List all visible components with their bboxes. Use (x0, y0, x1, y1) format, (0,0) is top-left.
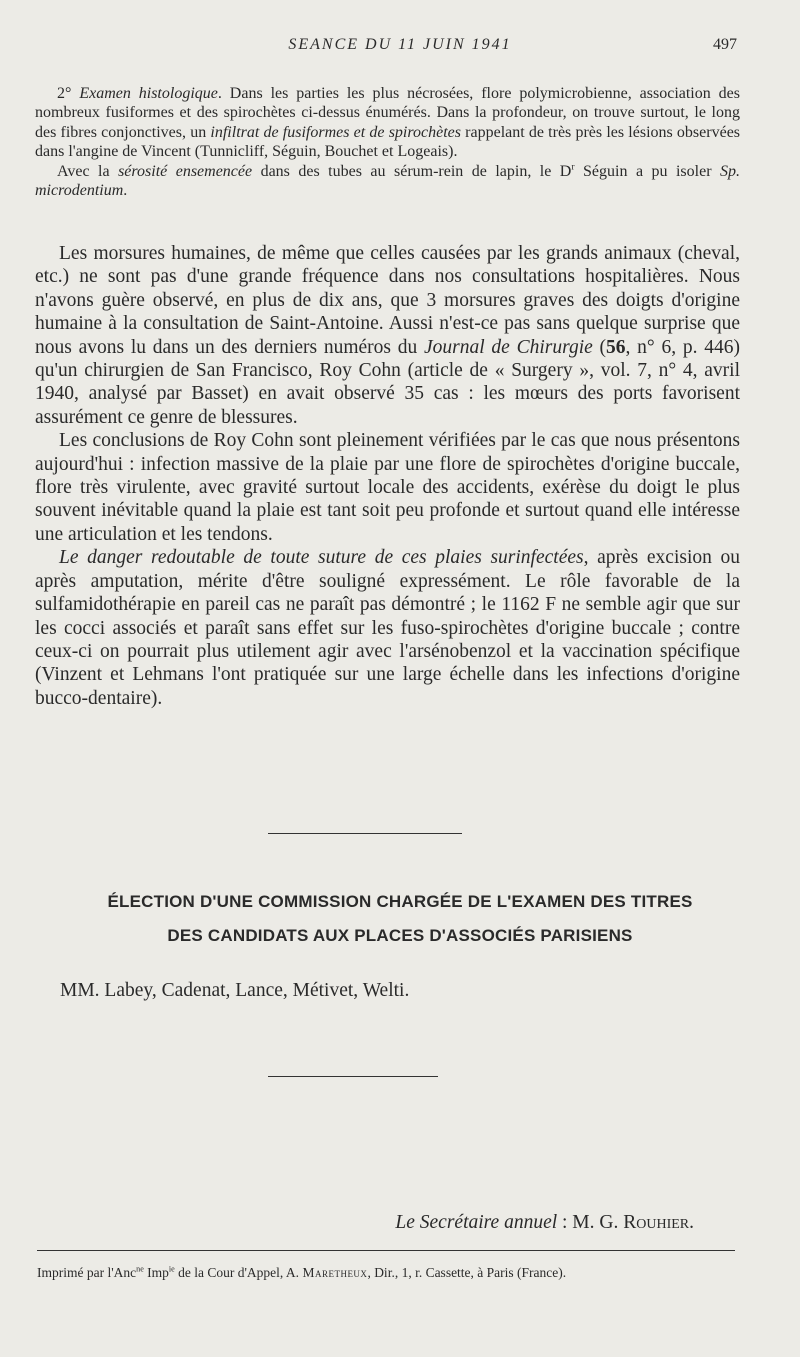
secretary-signature: Le Secrétaire annuel : M. G. Rouhier. (395, 1212, 694, 1233)
running-title: SEANCE DU 11 JUIN 1941 (288, 36, 512, 53)
footer-rule (37, 1250, 735, 1251)
histology-paragraph: 2° Examen histologique. Dans les parties les plus nécrosées, flore polymicrobienne, association des nombreux fusiformes et des spirochètes ci-dessus énumérés. Dans la profondeur, on trouve surtout, le long des fibres conjonctives, un infiltrat de fusiformes et de spirochètes rappelant de très près les lésions observées dans l'angine de Vincent (Tunnicliff, Séguin, Bouchet et Logeais). (35, 85, 741, 161)
main-text (35, 242, 740, 710)
commission-members: MM. Labey, Cadenat, Lance, Métivet, Welti. (60, 980, 410, 1001)
body-paragraph-2: Les conclusions de Roy Cohn sont pleinement vérifiées par le cas que nous présentons aujourd'hui : infection massive de la plaie par une flore de spirochètes d'origine buccale, flore très virulente, avec gravité surtout locale des accidents, exérèse du doigt le plus souvent inévitable quand la plaie est tant soit peu profonde et surtout quand elle intéresse une articulation et les tendons. (35, 430, 740, 545)
body-paragraph-1: Les morsures humaines, de même que celles causées par les grands animaux (cheval, etc.) ne sont pas d'une grande fréquence dans nos consultations hospitalières. Nous n'avons guère observé, en plus de dix ans, que 3 morsures graves des doigts d'origine humaine à la consultation de Saint-Antoine. Aussi n'est-ce pas sans quelque surprise que nous avons lu dans un des derniers numéros du Journal de Chirurgie (56, n° 6, p. 446) qu'un chirurgien de San Francisco, Roy Cohn (article de « Surgery », vol. 7, n° 4, avril 1940, analysé par Basset) en avait observé 35 cas : les mœurs des ports favorisent assurément ce genre de blessures. (35, 243, 740, 428)
running-header (0, 36, 800, 60)
page-number: 497 (713, 36, 737, 53)
histology-section (35, 84, 740, 200)
section-divider (268, 833, 462, 834)
histology-heading: Examen histologique (79, 85, 218, 102)
body-paragraph-3: Le danger redoutable de toute suture de ces plaies surinfectées, après excision ou après amputation, mérite d'être souligné expressément. Le rôle favorable de la sulfamidothérapie en pareil cas ne paraît pas démontré ; le 1162 F ne semble agir que sur les cocci associés et paraît sans effet sur les fuso-spirochètes d'origine buccale ; contre ceux-ci on pourrait plus utilement agir avec l'arsénobenzol et la vaccination spécifique (Vinzent et Lehmans l'ont pratiquée sur une large échelle dans les infections d'origine bucco-dentaire). (35, 547, 740, 709)
section-divider-2 (268, 1076, 438, 1077)
printer-imprint: Imprimé par l'Anc$^{ne}$ Imp$^{ie}$ de la Cour d'Appel, A. Maretheux, Dir., 1, r. Cassette, à Paris (France). (37, 1264, 567, 1280)
journal-title: Journal de Chirurgie (424, 336, 593, 358)
culture-paragraph: Avec la sérosité ensemencée dans des tubes au sérum-rein de lapin, le $D^r$ Séguin a pu isoler Sp. microdentium. (35, 161, 740, 200)
election-heading: ÉLECTION D'UNE COMMISSION CHARGÉE DE L'EXAMEN DES TITRES DES CANDIDATS AUX PLACES D'ASSOCIÉS PARISIENS (107, 892, 693, 945)
